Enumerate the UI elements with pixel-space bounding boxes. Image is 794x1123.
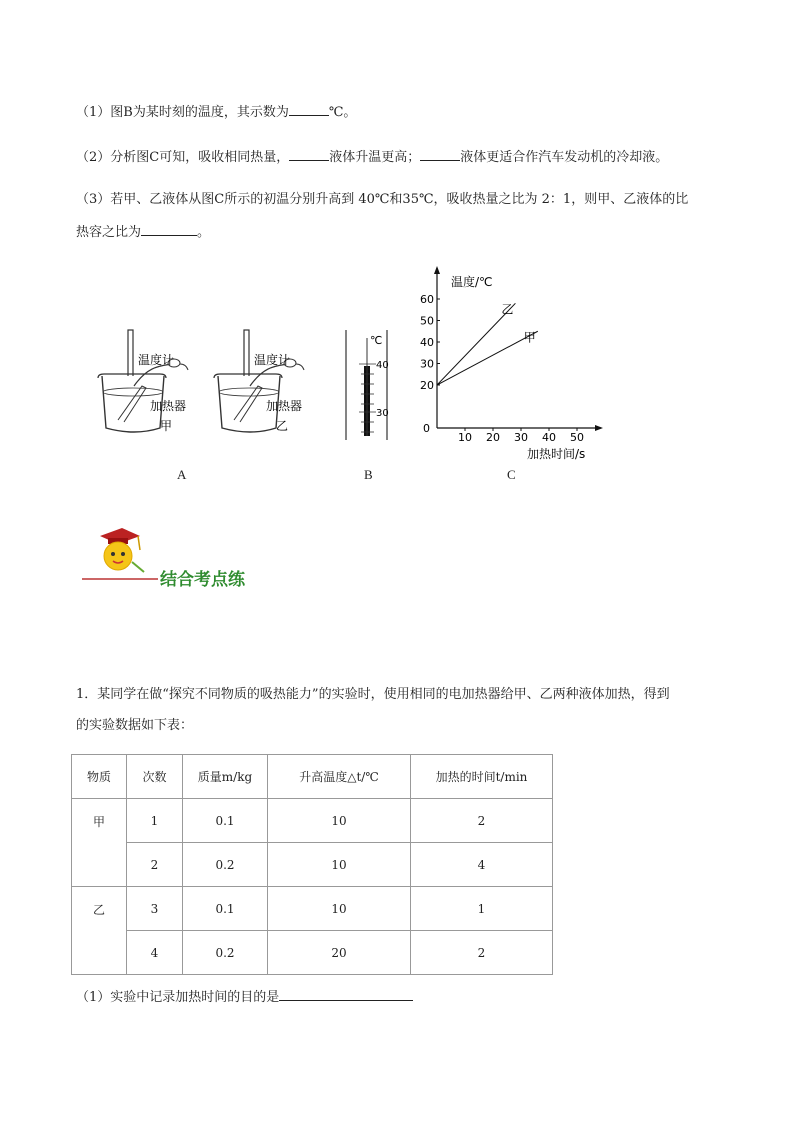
x-tick-label: 20 — [486, 431, 500, 444]
table-header: 升高温度△t/℃ — [268, 755, 411, 799]
table-cell: 0.1 — [183, 799, 268, 843]
table-cell: 10 — [268, 843, 411, 887]
y-axis-label: 温度/℃ — [451, 275, 493, 289]
table-header-row — [72, 755, 553, 799]
table-cell: 4 — [411, 843, 553, 887]
section-title: 结合考点练 — [160, 570, 245, 590]
question-2-text: （2）分析图C可知，吸收相同热量， — [76, 150, 290, 165]
y-tick-label: 20 — [420, 379, 434, 392]
series-label: 甲 — [523, 330, 536, 345]
origin-label: 0 — [423, 422, 430, 435]
y-tick-label: 40 — [420, 336, 434, 349]
table-cell: 10 — [268, 887, 411, 931]
y-tick-label: 30 — [420, 357, 434, 371]
figure-caption-b: B — [364, 467, 373, 482]
table-header: 加热的时间t/min — [411, 755, 553, 799]
data-table — [71, 754, 553, 975]
table-header: 物质 — [72, 755, 127, 799]
question-3-suffix: 。 — [197, 225, 211, 240]
series-line — [437, 331, 538, 385]
question-3-line2 — [76, 221, 210, 243]
table-cell: 1 — [411, 887, 553, 931]
problem-1-sub1 — [76, 986, 413, 1008]
answer-blank[interactable] — [141, 221, 197, 236]
table-cell: 2 — [411, 931, 553, 975]
problem-1-line2: 的实验数据如下表： — [76, 718, 194, 733]
question-1-suffix: ℃。 — [328, 105, 357, 120]
table-cell: 0.2 — [183, 931, 268, 975]
table-cell: 4 — [127, 931, 183, 975]
answer-blank[interactable] — [279, 986, 413, 1001]
table-row — [72, 887, 553, 931]
question-3-line1: （3）若甲、乙液体从图C所示的初温分别升高到 40℃和35℃，吸收热量之比为 2：1，则甲、乙液体的比 — [76, 192, 689, 207]
answer-blank[interactable] — [420, 146, 460, 161]
temperature-chart — [415, 262, 615, 462]
liquid-label-yi: 乙 — [276, 419, 289, 433]
thermometer-unit: ℃ — [370, 334, 383, 347]
tick-label-40: 40 — [376, 360, 389, 371]
mascot-icon — [78, 524, 164, 584]
figure-caption-a: A — [177, 467, 187, 482]
table-cell: 20 — [268, 931, 411, 975]
liquid-label-jia: 甲 — [160, 419, 173, 433]
table-row — [72, 931, 553, 975]
table-cell: 2 — [411, 799, 553, 843]
problem-1-line1: 1．某同学在做“探究不同物质的吸热能力”的实验时，使用相同的电加热器给甲、乙两种液体加热，得到 — [76, 687, 670, 702]
y-tick-label: 50 — [420, 314, 434, 328]
question-2 — [76, 146, 668, 168]
beaker-setup-1 — [98, 330, 188, 432]
table-row — [72, 843, 553, 887]
table-cell: 0.2 — [183, 843, 268, 887]
table-cell: 0.1 — [183, 887, 268, 931]
x-axis-label: 加热时间/s — [527, 447, 586, 461]
experiment-figures — [90, 320, 420, 450]
table-cell-substance: 甲 — [72, 799, 127, 887]
table-cell: 2 — [127, 843, 183, 887]
thermometer-label: 温度计 — [254, 353, 291, 367]
answer-blank[interactable] — [289, 146, 329, 161]
table-cell: 10 — [268, 799, 411, 843]
table-cell: 3 — [127, 887, 183, 931]
problem-1-sub1-text: （1）实验中记录加热时间的目的是 — [76, 990, 280, 1005]
table-header: 次数 — [127, 755, 183, 799]
x-tick-label: 30 — [514, 431, 528, 444]
question-1-text: （1）图B为某时刻的温度，其示数为 — [76, 105, 289, 120]
answer-blank[interactable] — [289, 101, 329, 116]
table-row — [72, 799, 553, 843]
table-cell-substance: 乙 — [72, 887, 127, 975]
heater-label: 加热器 — [150, 399, 187, 413]
table-header: 质量m/kg — [183, 755, 268, 799]
tick-label-30: 30 — [376, 408, 389, 419]
y-axis-arrow-icon — [434, 266, 440, 274]
question-1 — [76, 101, 356, 123]
table-cell: 1 — [127, 799, 183, 843]
question-2-suffix: 液体更适合作汽车发动机的冷却液。 — [460, 150, 669, 165]
beaker-setup-2 — [214, 330, 304, 432]
x-tick-label: 10 — [458, 431, 472, 444]
question-3-text: 热容之比为 — [76, 225, 142, 240]
y-tick-label: 60 — [420, 293, 434, 306]
x-tick-label: 40 — [542, 431, 556, 444]
figure-caption-c: C — [507, 467, 516, 482]
heater-label: 加热器 — [266, 399, 303, 413]
x-tick-label: 50 — [570, 431, 584, 444]
thermometer-label: 温度计 — [138, 353, 175, 367]
series-label: 乙 — [501, 302, 514, 317]
question-2-mid: 液体升温更高； — [329, 150, 421, 165]
x-axis-arrow-icon — [595, 425, 603, 431]
